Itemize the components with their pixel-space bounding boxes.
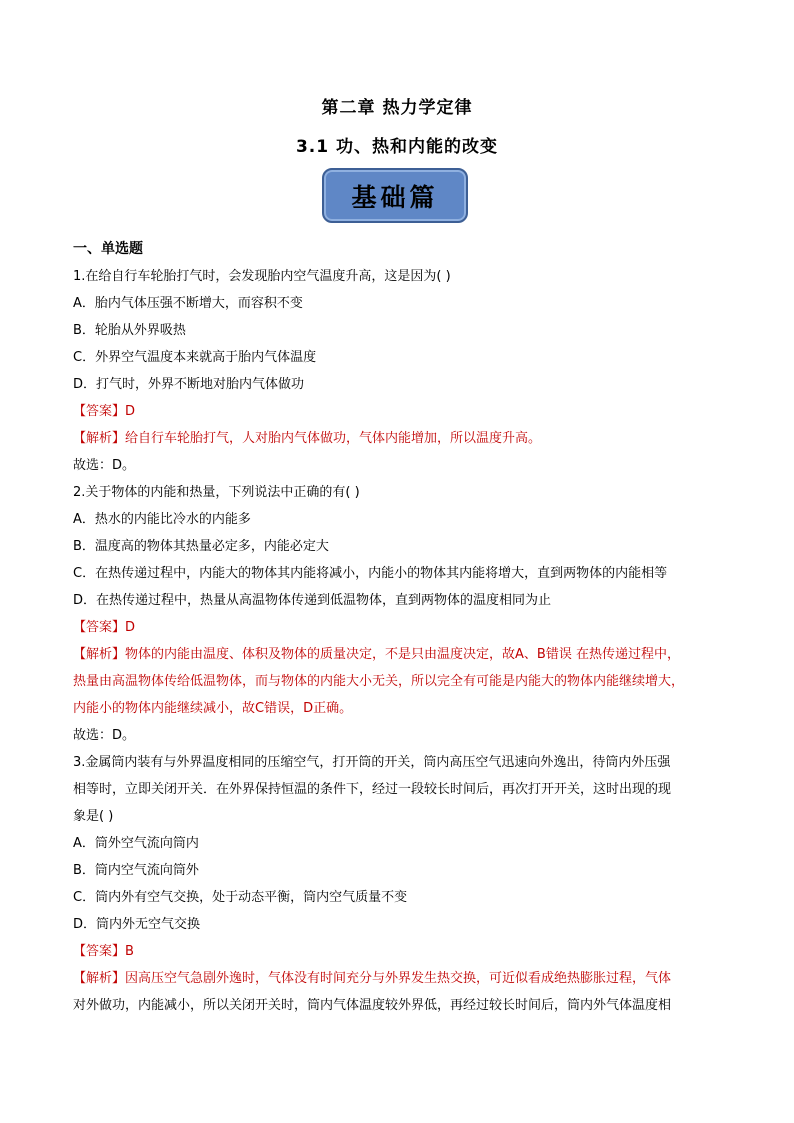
explanation-text: 物体的内能由温度、体积及物体的质量决定，不是只由温度决定，故A、B错误 在热传递过程中， [125, 647, 680, 662]
explanation-continuation: 对外做功，内能减小，所以关闭开关时，筒内气体温度较外界低，再经过较长时间后，筒内外气体温度相 [73, 998, 672, 1013]
option-a: A．胎内气体压强不断增大，而容积不变 [73, 296, 303, 311]
question-stem: 象是( ) [73, 809, 114, 824]
option-c: C．筒内外有空气交换，处于动态平衡，筒内空气质量不变 [73, 890, 408, 905]
chapter-title: 第二章 热力学定律 [321, 98, 473, 118]
question-stem: 1.在给自行车轮胎打气时，会发现胎内空气温度升高，这是因为( ) [73, 269, 451, 284]
question-content [73, 236, 733, 1019]
explanation-tag: 【解析】 [73, 647, 126, 662]
question-3 [73, 749, 733, 1019]
option-d: D．筒内外无空气交换 [73, 917, 201, 932]
answer-value: D [125, 620, 136, 635]
section-title: 3.1 功、热和内能的改变 [295, 137, 499, 157]
answer-value: B [125, 944, 134, 959]
answer-tag: 【答案】 [73, 620, 126, 635]
option-d: D．打气时，外界不断地对胎内气体做功 [73, 377, 305, 392]
option-c: C．外界空气温度本来就高于胎内气体温度 [73, 350, 317, 365]
explanation-text: 给自行车轮胎打气，人对胎内气体做功，气体内能增加，所以温度升高。 [125, 431, 542, 446]
option-b: B．轮胎从外界吸热 [73, 323, 186, 338]
section-heading: 一、单选题 [73, 241, 143, 257]
option-c: C．在热传递过程中，内能大的物体其内能将减小，内能小的物体其内能将增大，直到两物体的内能相等 [73, 566, 668, 581]
conclusion: 故选：D。 [73, 728, 136, 743]
answer-tag: 【答案】 [73, 944, 126, 959]
question-stem: 3.金属筒内装有与外界温度相同的压缩空气，打开筒的开关，筒内高压空气迅速向外逸出，待筒内外压强 [73, 755, 671, 770]
level-badge-label: 基础篇 [351, 182, 439, 212]
option-d: D．在热传递过程中，热量从高温物体传递到低温物体，直到两物体的温度相同为止 [73, 593, 552, 608]
explanation-line [73, 965, 733, 992]
answer-line [73, 398, 733, 425]
question-stem: 2.关于物体的内能和热量，下列说法中正确的有( ) [73, 485, 360, 500]
explanation-line [73, 425, 733, 452]
question-stem: 相等时，立即关闭开关．在外界保持恒温的条件下，经过一段较长时间后，再次打开开关，这时出现的现 [73, 782, 672, 797]
level-badge [322, 168, 468, 223]
conclusion: 故选：D。 [73, 458, 136, 473]
option-b: B．筒内空气流向筒外 [73, 863, 199, 878]
explanation-line [73, 641, 733, 668]
explanation-text: 内能小的物体内能继续减小，故C错误，D正确。 [73, 701, 353, 716]
explanation-text: 热量由高温物体传给低温物体，而与物体的内能大小无关，所以完全有可能是内能大的物体内能继续增大， [73, 674, 685, 689]
question-1 [73, 263, 733, 479]
explanation-text: 因高压空气急剧外逸时，气体没有时间充分与外界发生热交换，可近似看成绝热膨胀过程，气体 [125, 971, 672, 986]
explanation-tag: 【解析】 [73, 971, 126, 986]
answer-value: D [125, 404, 136, 419]
question-2 [73, 479, 733, 749]
answer-tag: 【答案】 [73, 404, 126, 419]
answer-line [73, 938, 733, 965]
option-a: A．筒外空气流向筒内 [73, 836, 199, 851]
option-b: B．温度高的物体其热量必定多，内能必定大 [73, 539, 329, 554]
answer-line [73, 614, 733, 641]
option-a: A．热水的内能比冷水的内能多 [73, 512, 251, 527]
explanation-tag: 【解析】 [73, 431, 126, 446]
